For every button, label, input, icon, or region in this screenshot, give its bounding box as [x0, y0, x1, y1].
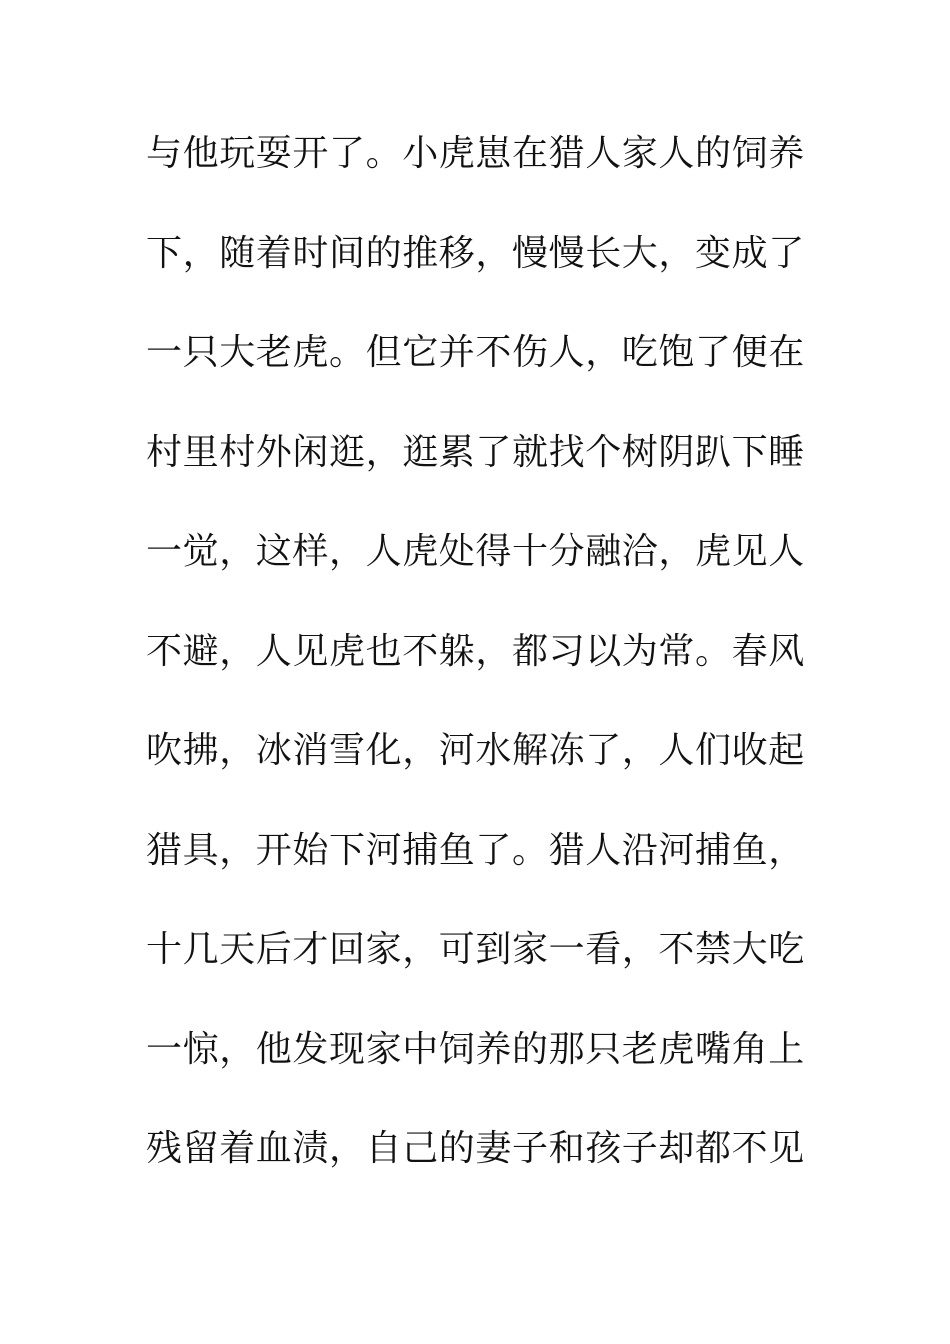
- text-line-7: 吹拂，冰消雪化，河水解冻了，人们收起: [146, 730, 805, 771]
- text-line-10: 一惊，他发现家中饲养的那只老虎嘴角上: [146, 1028, 805, 1070]
- body-text: [146, 128, 816, 1223]
- text-line-6: 不避，人见虎也不躲，都习以为常。春风: [146, 630, 805, 672]
- text-line-11: 残留着血渍，自己的妻子和孩子却都不见: [146, 1128, 805, 1169]
- text-line-1: 与他玩耍开了。小虎崽在猎人家人的饲养: [146, 133, 805, 174]
- text-line-9: 十几天后才回家，可到家一看，不禁大吃: [146, 929, 805, 970]
- text-line-5: 一觉，这样，人虎处得十分融洽，虎见人: [146, 531, 805, 572]
- text-line-3: 一只大老虎。但它并不伤人，吃饱了便在: [146, 332, 805, 373]
- text-line-4: 村里村外闲逛，逛累了就找个树阴趴下睡: [146, 431, 805, 473]
- text-line-8: 猎具，开始下河捕鱼了。猎人沿河捕鱼，: [146, 829, 805, 871]
- text-line-2: 下，随着时间的推移，慢慢长大，变成了: [146, 232, 805, 274]
